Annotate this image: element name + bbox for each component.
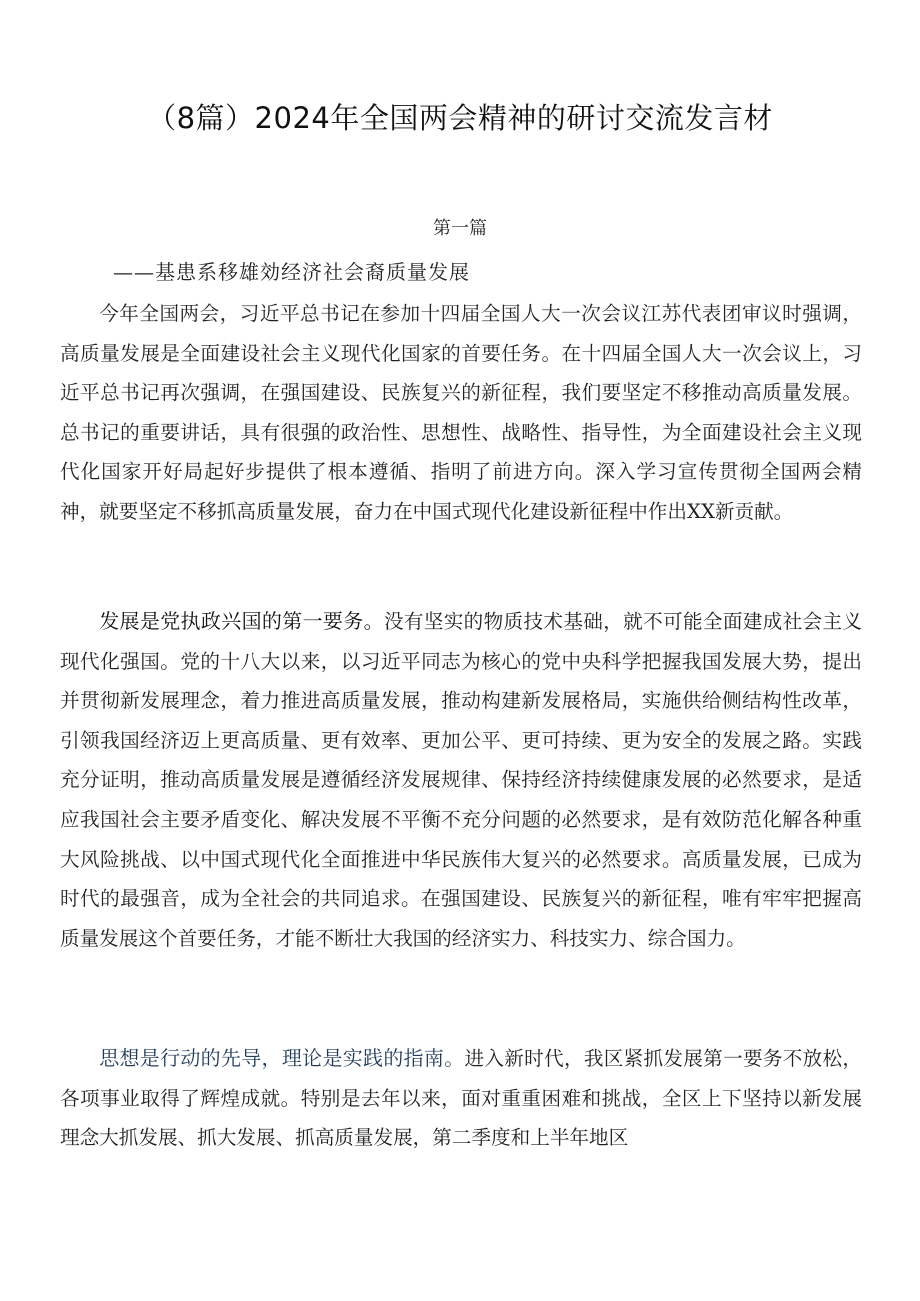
section-heading: 第一篇	[433, 218, 487, 239]
paragraph-2	[60, 602, 862, 958]
paragraph-3	[60, 1039, 862, 1158]
section-subtitle: ——基患系移雄効经济社会裔质量发展	[113, 260, 470, 284]
paragraph-2-text: 没有坚实的物质技术基础，就不可能全面建成社会主义现代化强国。党的十八大以来，以习近平同志为核心的党中央科学把握我国发展大势，提出并贯彻新发展理念，着力推进高质量发展，推动构建新发展格局，实施供给侧结构性改革，引领我国经济迈上更高质量、更有效率、更加公平、更可持续、更为安全的发展之路。实践充分证明，推动高质量发展是遵循经济发展规律、保持经济持续健康发展的必然要求，是适应我国社会主要矛盾变化、解决发展不平衡不充分问题的必然要求，是有效防范化解各种重大风险挑战、以中国式现代化全面推进中华民族伟大复兴的必然要求。高质量发展，已成为时代的最强音，成为全社会的共同追求。在强国建设、民族复兴的新征程，唯有牢牢把握高质量发展这个首要任务，才能不断壮大我国的经济实力、科技实力、综合国力。	[60, 610, 863, 950]
document-title: （8篇）2024年全国两会精神的研讨交流发言材	[147, 101, 773, 135]
paragraph-3-text: 进入新时代，我区紧抓发展第一要务不放松，各项事业取得了辉煌成就。特别是去年以来，面对重重困难和挑战，全区上下坚持以新发展理念大抓发展、抓大发展、抓高质量发展，第二季度和上半年地区	[60, 1047, 863, 1150]
paragraph-3-lead: 思想是行动的先导，理论是实践的指南。	[99, 1046, 465, 1070]
paragraph-2-lead: 发展是党执政兴国的第一要务。	[99, 609, 384, 633]
paragraph-1-text: 今年全国两会，习近平总书记在参加十四届全国人大一次会议江苏代表团审议时强调，高质量发展是全面建设社会主义现代化国家的首要任务。在十四届全国人大一次会议上，习近平总书记再次强调，在强国建设、民族复兴的新征程，我们要坚定不移推动高质量发展。总书记的重要讲话，具有很强的政治性、思想性、战略性、指导性，为全面建设社会主义现代化国家开好局起好步提供了根本遵循、指明了前进方向。深入学习宣传贯彻全国两会精神，就要坚定不移抓高质量发展，奋力在中国式现代化建设新征程中作出XX新贡献。	[60, 302, 862, 523]
paragraph-1	[60, 294, 862, 532]
